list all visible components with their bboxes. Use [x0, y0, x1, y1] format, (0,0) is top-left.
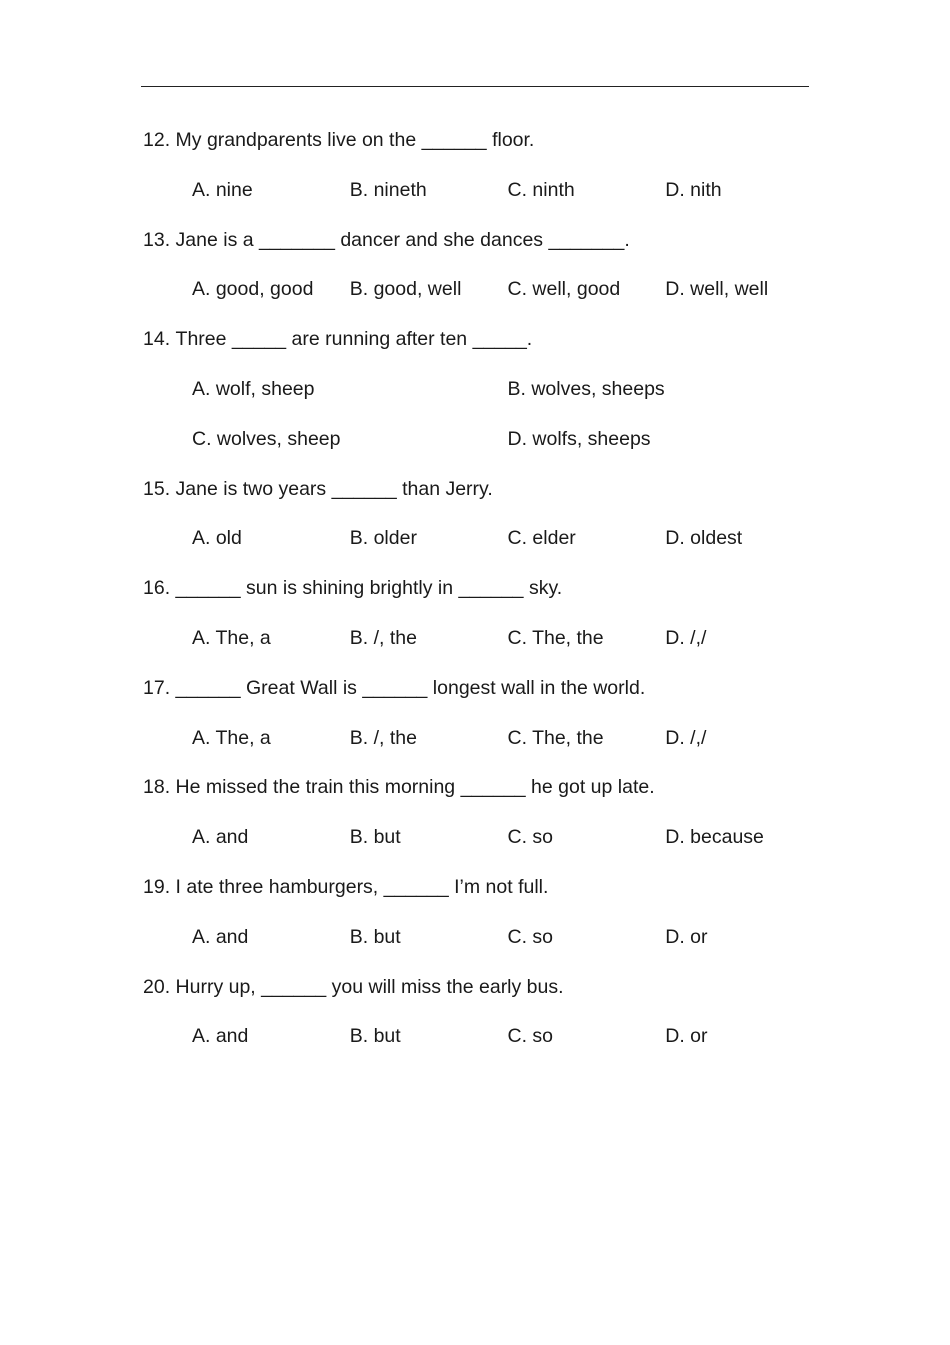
options-row	[143, 1020, 823, 1070]
option-c: C. ninth	[507, 178, 575, 201]
question-number: 16.	[143, 577, 171, 600]
question-number: 12.	[143, 129, 171, 151]
options-row	[143, 921, 823, 971]
option-d: D. wolfs, sheeps	[507, 427, 651, 450]
question-text: He missed the train this morning ______ he got up late.	[175, 776, 655, 799]
question-text: Hurry up, ______ you will miss the early bus.	[175, 975, 564, 998]
option-d: D. well, well	[665, 278, 769, 301]
option-d: D. oldest	[665, 527, 743, 550]
option-c: C. well, good	[507, 278, 621, 301]
question-number: 20.	[143, 975, 171, 998]
question-20	[143, 971, 823, 1021]
option-d: D. /,/	[665, 726, 707, 749]
option-c: C. so	[507, 826, 554, 849]
option-a: A. and	[192, 826, 249, 849]
question-number: 18.	[143, 776, 171, 799]
question-14	[143, 323, 823, 373]
options-row	[143, 522, 823, 572]
option-d: D. /,/	[665, 626, 707, 649]
question-17	[143, 672, 823, 722]
question-16	[143, 572, 823, 622]
option-a: A. The, a	[192, 626, 271, 649]
option-a: A. nine	[192, 178, 253, 201]
question-text: ______ Great Wall is ______ longest wall in the world.	[175, 676, 646, 699]
header-rule	[141, 86, 809, 87]
option-b: B. wolves, sheeps	[507, 377, 665, 400]
question-number: 13.	[143, 228, 171, 251]
question-text: My grandparents live on the ______ floor.	[175, 129, 535, 151]
question-13	[143, 224, 823, 274]
option-d: D. or	[665, 1025, 708, 1048]
option-b: B. good, well	[349, 278, 462, 301]
option-b: B. nineth	[349, 178, 427, 201]
option-b: B. /, the	[349, 626, 417, 649]
option-b: B. but	[349, 826, 401, 849]
question-15	[143, 473, 823, 523]
question-text: Jane is two years ______ than Jerry.	[175, 477, 493, 500]
option-b: B. /, the	[349, 726, 417, 749]
question-number: 15.	[143, 477, 171, 500]
option-c: C. so	[507, 1025, 554, 1048]
question-text: Jane is a _______ dancer and she dances _______.	[175, 228, 630, 251]
option-a: A. and	[192, 1025, 249, 1048]
option-a: A. good, good	[192, 278, 314, 301]
options-row	[143, 273, 823, 323]
option-d: D. because	[665, 826, 764, 849]
options-row	[143, 174, 823, 224]
option-b: B. but	[349, 1025, 401, 1048]
question-list	[143, 124, 823, 1070]
option-d: D. or	[665, 925, 708, 948]
options-row	[143, 423, 823, 473]
option-a: A. wolf, sheep	[192, 377, 315, 400]
option-b: B. older	[349, 527, 417, 550]
question-number: 19.	[143, 875, 171, 898]
question-text: ______ sun is shining brightly in ______ sky.	[175, 577, 563, 600]
question-number: 14.	[143, 328, 171, 351]
option-a: A. The, a	[192, 726, 271, 749]
question-text: I ate three hamburgers, ______ I’m not full.	[175, 875, 549, 898]
option-a: A. old	[192, 527, 242, 550]
option-d: D. nith	[665, 178, 722, 201]
option-a: A. and	[192, 925, 249, 948]
question-19	[143, 871, 823, 921]
option-c: C. wolves, sheep	[192, 427, 341, 450]
question-number: 17.	[143, 676, 171, 699]
options-row	[143, 622, 823, 672]
question-18	[143, 771, 823, 821]
options-row	[143, 373, 823, 423]
options-row	[143, 722, 823, 772]
option-c: C. so	[507, 925, 554, 948]
options-row	[143, 821, 823, 871]
option-c: C. elder	[507, 527, 576, 550]
option-c: C. The, the	[507, 626, 604, 649]
question-text: Three _____ are running after ten _____.	[175, 328, 533, 351]
option-c: C. The, the	[507, 726, 604, 749]
option-b: B. but	[349, 925, 401, 948]
question-12	[143, 124, 823, 174]
